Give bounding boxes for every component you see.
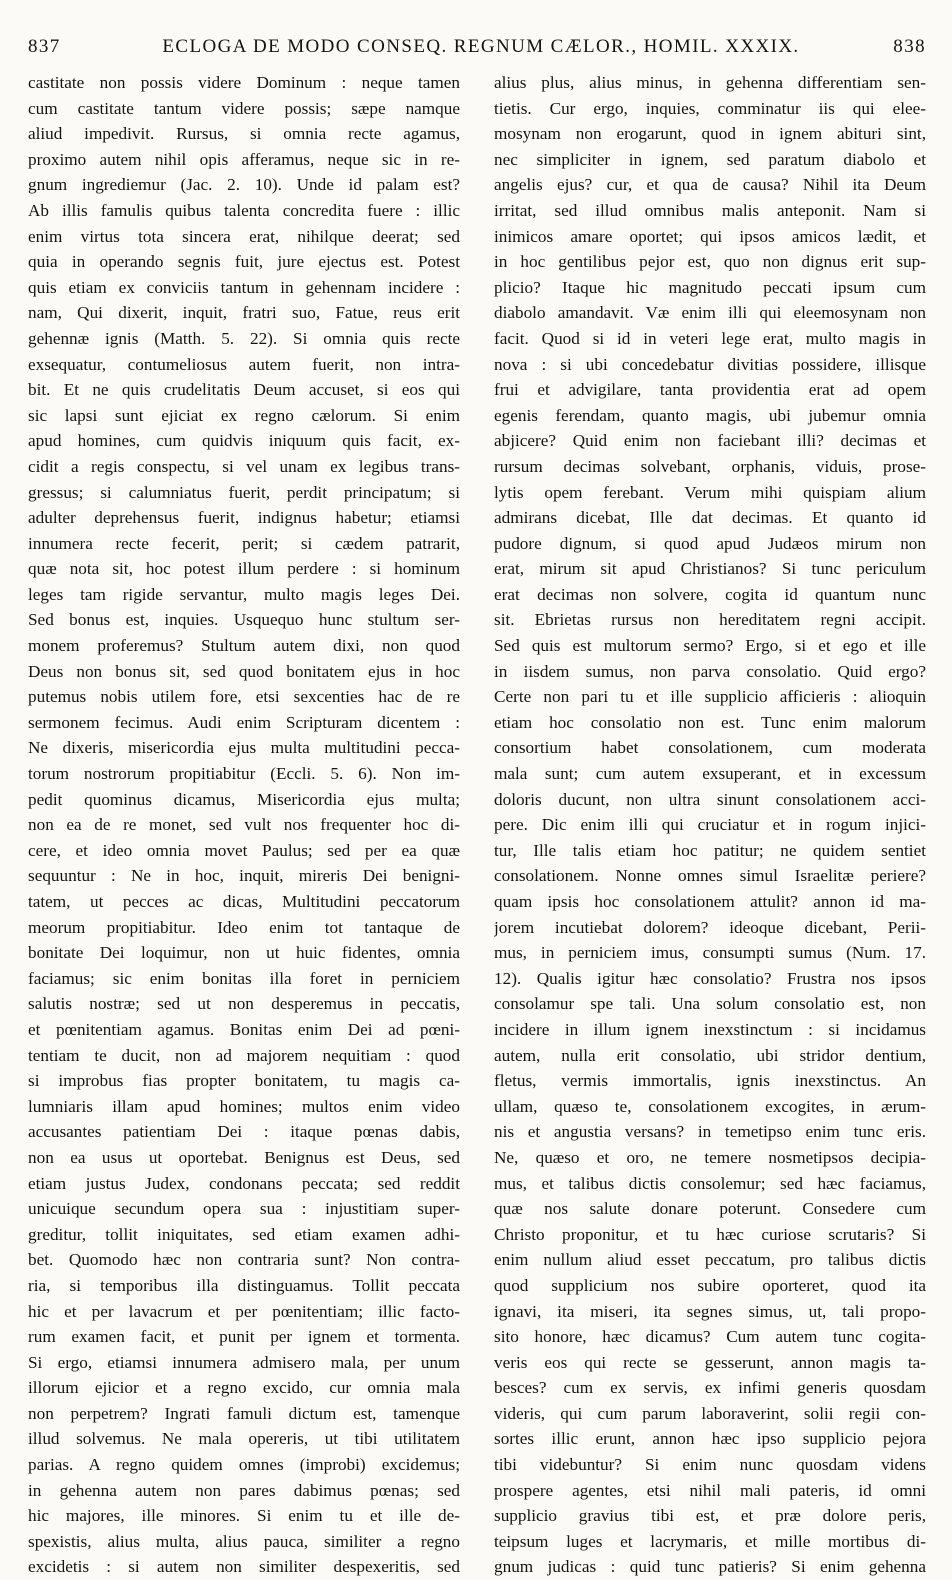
text-line: sermonem fecimus. Audi enim Scripturam dicentem : (28, 712, 460, 732)
text-line: pedit quominus dicamus, Misericordia ejus multa; (28, 789, 460, 809)
text-line: nec simpliciter in ignem, sed paratum diabolo et (494, 149, 926, 169)
text-line: non ea usus ut oportebat. Benignus est Deus, sed (28, 1147, 460, 1167)
text-line: rum examen facit, et punit per ignem et tormenta. (28, 1327, 460, 1347)
text-line: cum castitate tantum videre possis; sæpe namque (28, 98, 460, 118)
text-line: ullam, quæso te, consolationem excogites, in ærum- (494, 1096, 926, 1116)
text-line: excidetis : si autem non similiter despexeritis, sed (28, 1557, 460, 1577)
text-line: supplicio gravius tibi est, et præ dolore peris, (494, 1506, 926, 1526)
text-line: in hoc gentilibus pejor est, quo non dignus erit sup- (494, 252, 926, 272)
text-line: quis etiam ex conviciis tantum in gehennam incidere : (28, 277, 460, 297)
text-line: admirans dicebat, Ille dat decimas. Et quanto id (494, 508, 926, 528)
text-line: nova : si ubi concedebatur divitias possidere, illisque (494, 354, 926, 374)
text-line: jorem incutiebat dolorem? ideoque dicebant, Perii- (494, 917, 926, 937)
text-line: Sed quis est multorum sermo? Ergo, si et ego et ille (494, 636, 926, 656)
text-line: bet. Quomodo hæc non contraria sunt? Non contra- (28, 1250, 460, 1270)
text-line: hic et per lavacrum et per pœnitentiam; illic facto- (28, 1301, 460, 1321)
text-line: mala sunt; cum autem exsuperant, et in excessum (494, 764, 926, 784)
text-line: unicuique secundum opera sua : injustitiam super- (28, 1199, 460, 1219)
text-line: gnum judicas : quid tunc patieris? Si enim gehenna (494, 1557, 926, 1577)
text-line: non perpetrem? Ingrati famuli dictum est, tamenque (28, 1403, 460, 1423)
text-line: erat decimas non solvere, cogita id quantum nunc (494, 584, 926, 604)
text-line: lytis opem ferebant. Verum mihi quispiam alium (494, 482, 926, 502)
text-line: quam ipsis hoc consolationem attulit? annon id ma- (494, 892, 926, 911)
text-line: castitate non possis videre Dominum : neque tamen (28, 73, 460, 92)
text-line: mus, et talibus dictis consolemur; sed hæc faciamus, (494, 1173, 926, 1193)
text-line: diabolo amandavit. Væ enim illi qui eleemosynam non (494, 303, 926, 323)
text-line: illorum ejicior et a regno excido, cur omnia mala (28, 1378, 460, 1398)
text-line: incidere in illum ignem inexstinctum : si incidamus (494, 1019, 926, 1039)
text-line: etiam hoc consolatio non est. Tunc enim malorum (494, 712, 926, 732)
text-line: consolamur spe tali. Una solum consolatio est, non (494, 994, 926, 1014)
text-line: erat, mirum sit apud Christianos? Si tunc periculum (494, 559, 926, 579)
text-line: tibi videbuntur? Si enim nunc quosdam videns (494, 1455, 926, 1475)
text-columns (28, 70, 926, 1580)
text-line: videris, qui cum parum laboraverint, solii regii con- (494, 1403, 926, 1423)
text-line: parias. A regno quidem omnes (improbi) excidemus; (28, 1455, 460, 1475)
text-line: inimicos amare oportet; qui ipsos amicos lædit, et (494, 226, 926, 246)
text-line: sortes illic erunt, annon hæc ipso supplicio pejora (494, 1429, 926, 1449)
left-page-number: 837 (28, 36, 61, 57)
text-line: torum nostrorum propitiabitur (Eccli. 5. 6). Non im- (28, 764, 460, 784)
text-line: lumniaris illam apud homines; multos enim video (28, 1096, 460, 1116)
text-line: proximo autem nihil opis afferamus, neque sic in re- (28, 149, 460, 169)
text-line: gnum ingrediemur (Jac. 2. 10). Unde id palam est? (28, 175, 460, 195)
text-line: Sed bonus est, inquies. Usquequo hunc stultum ser- (28, 610, 460, 630)
text-line: quæ nota sit, hoc potest illum perdere : si hominum (28, 559, 460, 579)
text-line: illud solvemus. Ne mala opereris, ut tibi utilitatem (28, 1429, 460, 1449)
text-line: enim virtus tota sincera erat, nihilque deerat; sed (28, 226, 460, 246)
text-line: mus, in perniciem imus, consumpti sumus (Num. 17. (494, 943, 926, 963)
text-line: bit. Et ne quis crudelitatis Deum accuset, si eos qui (28, 380, 460, 400)
text-line: cere, et ideo omnia movet Paulus; sed per ea quæ (28, 840, 460, 860)
text-line: accusantes patientiam Dei : itaque pœnas dabis, (28, 1122, 460, 1142)
text-line: putemus nobis utilem fore, etsi sexcenties hac de re (28, 687, 460, 707)
text-line: apud homines, cum quidvis iniquum quis facit, ex- (28, 431, 460, 451)
text-line: veris eos qui recte se gesserunt, annon magis ta- (494, 1352, 926, 1372)
text-line: pere. Dic enim illi qui cruciatur et in rogum injici- (494, 815, 926, 835)
text-line: exsequatur, contumeliosus autem fuerit, non intra- (28, 354, 460, 374)
text-line: Christo proponitur, et tu hæc curiose scrutaris? Si (494, 1224, 926, 1244)
text-line: sequuntur : Ne in hoc, inquit, mireris Dei benigni- (28, 866, 460, 886)
left-column (28, 70, 460, 1580)
running-header (28, 36, 926, 66)
right-page-number: 838 (893, 36, 926, 57)
text-line: enim nullum aliud esset peccatum, pro talibus dictis (494, 1250, 926, 1270)
text-line: quia in operando segnis fuit, jure ejectus est. Potest (28, 252, 460, 272)
text-line: gressus; si calumniatus fuerit, perdit principatum; si (28, 482, 460, 502)
text-line: tur, Ille talis etiam hoc patitur; ne quidem sentiet (494, 840, 926, 860)
text-line: frui et advigilare, tanta providentia erat ad opem (494, 380, 926, 400)
text-line: non ea de re monet, sed vult nos frequenter hoc di- (28, 815, 460, 835)
text-line: consolationem. Nonne omnes simul Israelitæ periere? (494, 866, 926, 886)
text-line: adulter deprehensus fuerit, indignus habetur; etiamsi (28, 508, 460, 528)
text-line: 12). Qualis igitur hæc consolatio? Frustra nos ipsos (494, 968, 926, 988)
text-line: prospere agentes, etsi nihil mali pateris, id omni (494, 1480, 926, 1500)
text-line: angelis ejus? cur, et qua de causa? Nihil ita Deum (494, 175, 926, 195)
text-line: si improbus fias propter bonitatem, tu magis ca- (28, 1071, 460, 1091)
text-line: irritat, sed illud omnibus malis anteponit. Nam si (494, 200, 926, 220)
text-line: sito honore, hæc dicamus? Cum autem tunc cogita- (494, 1327, 926, 1347)
text-line: mosynam non erogarunt, quod in ignem abituri sint, (494, 124, 926, 144)
text-line: doloris ducunt, non ultra sinunt consolationem acci- (494, 789, 926, 809)
text-line: facit. Quod si id in veteri lege erat, multo magis in (494, 328, 926, 348)
text-line: innumera recte fecerit, perit; si cædem patrarit, (28, 533, 460, 553)
text-line: Si ergo, etiamsi innumera admisero mala, per unum (28, 1352, 460, 1372)
text-line: Ne, quæso et oro, ne temere nosmetipsos decipia- (494, 1147, 926, 1167)
text-line: egenis ferendam, quanto magis, ubi jubemur omnia (494, 405, 926, 425)
text-line: alius plus, alius minus, in gehenna differentiam sen- (494, 73, 926, 92)
text-line: abjicere? Quid enim non faciebant illi? decimas et (494, 431, 926, 451)
text-line: in iisdem sumus, non parva consolatio. Quid ergo? (494, 661, 926, 681)
text-line: tentiam te ducit, non ad majorem nequitiam : quod (28, 1045, 460, 1065)
text-line: sit. Ebrietas rursus non hereditatem regni accipit. (494, 610, 926, 630)
text-line: monem proferemus? Stultum autem dixi, non quod (28, 636, 460, 656)
text-line: in gehenna autem non pares dabimus pœnas; sed (28, 1480, 460, 1500)
text-line: etiam justus Judex, condonans peccata; sed reddit (28, 1173, 460, 1193)
text-line: bonitate Dei loquimur, non ut huic fidentes, omnia (28, 943, 460, 963)
text-line: consortium habet consolationem, cum moderata (494, 738, 926, 758)
text-line: aliud impedivit. Rursus, si omnia recte agamus, (28, 124, 460, 144)
text-line: rursum decimas solvebant, orphanis, viduis, prose- (494, 456, 926, 476)
text-line: Certe non pari tu et ille supplicio afficieris : alioquin (494, 687, 926, 707)
text-line: ignavi, ita miseri, ita segnes simus, ut, tali propo- (494, 1301, 926, 1321)
text-line: greditur, tollit iniquitates, sed etiam examen adhi- (28, 1224, 460, 1244)
text-line: gehennæ ignis (Matth. 5. 22). Si omnia quis recte (28, 328, 460, 348)
text-line: Ab illis famulis quibus talenta concredita fuere : illic (28, 200, 460, 220)
text-line: quæ nos salute donare poterunt. Consedere cum (494, 1199, 926, 1219)
text-line: nis et angustia versans? in temetipso enim tunc eris. (494, 1122, 926, 1142)
text-line: et pœnitentiam agamus. Bonitas enim Dei ad pœni- (28, 1019, 460, 1039)
text-line: besces? cum ex servis, ex infimi generis quosdam (494, 1378, 926, 1398)
text-line: nam, Qui dixerit, inquit, fratri suo, Fatue, reus erit (28, 303, 460, 323)
text-line: sic lapsi sunt ejiciat ex regno cælorum. Si enim (28, 405, 460, 425)
text-line: fletus, vermis immortalis, ignis inexstinctus. An (494, 1071, 926, 1091)
text-line: hic majores, ille minores. Si enim tu et ille de- (28, 1506, 460, 1526)
text-line: salutis nostræ; sed ut non desperemus in peccatis, (28, 994, 460, 1014)
text-line: meorum propitiabitur. Ideo enim tot tantaque de (28, 917, 460, 937)
text-line: plicio? Itaque hic magnitudo peccati ipsum cum (494, 277, 926, 297)
text-line: Deus non bonus sit, sed quod bonitatem ejus in hoc (28, 661, 460, 681)
text-line: pudore dignum, si quod apud Judæos mirum non (494, 533, 926, 553)
text-line: autem, nulla erit consolatio, ubi stridor dentium, (494, 1045, 926, 1065)
text-line: Ne dixeris, misericordia ejus multa multitudini pecca- (28, 738, 460, 758)
text-line: teipsum luges et lacrymaris, et mille mortibus di- (494, 1531, 926, 1551)
text-line: leges tam rigide servantur, multo magis leges Dei. (28, 584, 460, 604)
text-line: cidit a regis conspectu, si vel unam ex legibus trans- (28, 456, 460, 476)
text-line: tietis. Cur ergo, inquies, comminatur iis qui elee- (494, 98, 926, 118)
text-line: quod supplicium nos subire oporteret, quod ita (494, 1275, 926, 1295)
text-line: spexistis, alius multa, alius pauca, similiter a regno (28, 1531, 460, 1551)
text-line: ria, si temporibus illa distinguamus. Tollit peccata (28, 1275, 460, 1295)
running-title: ECLOGA DE MODO CONSEQ. REGNUM CÆLOR., HOMIL. XXXIX. (162, 36, 800, 57)
right-column (494, 70, 926, 1580)
text-line: tatem, ut pecces ac dicas, Multitudini peccatorum (28, 892, 460, 911)
text-line: faciamus; sic enim bonitas illa foret in perniciem (28, 968, 460, 988)
